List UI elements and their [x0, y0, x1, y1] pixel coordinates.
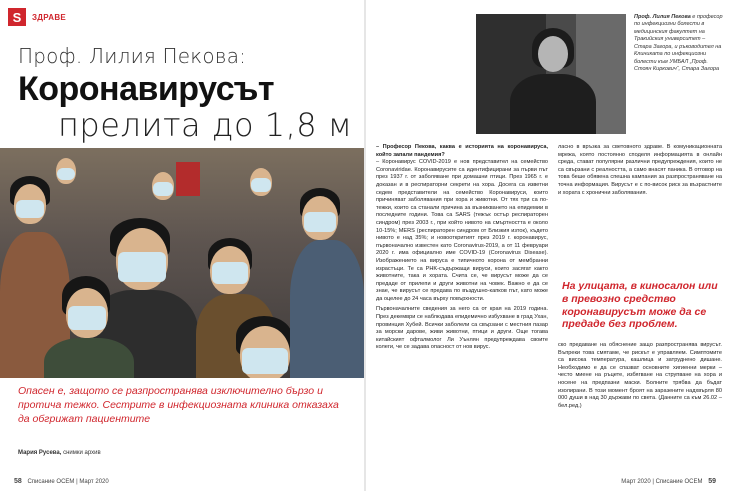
left-page — [0, 0, 364, 491]
portrait-photo — [476, 14, 626, 134]
folio-left: 58 Списание ОСЕМ | Март 2020 — [14, 478, 109, 485]
pull-quote: Опасен е, защото се разпространява изключително бързо и протича тежко. Сестрите в инфекциозната клиника отказаха да обгрижат пациентите — [18, 385, 339, 425]
article-column-2 — [558, 144, 722, 197]
photo-credit: снимки архив — [63, 450, 101, 456]
caption-text: е професор по инфекциозни болести в медицинския факултет на Тракийския университет – Стара Загора, и ръководител на Клиниката по инфекциозни болести към УМБАЛ „Проф. Стоян Киркович“, Стара Загора — [634, 14, 723, 72]
article-column-2b — [558, 342, 722, 410]
magazine-name-right: Списание ОСЕМ — [655, 479, 703, 485]
folio-right: Март 2020 | Списание ОСЕМ 59 — [621, 478, 716, 485]
article-paragraph-4: ско предаване на обяснение защо разпространява вирусът. Въпреки това смятаме, че рискът е управляем. Симптомите са висока температура, кашлица и затруднено дишане. Необходимо е да се спазват основните хигиенни мерки – често миене на ръцете, избягване на струпване на хора и носене на предпазни маски. Болните трябва да бъдат изолирани. В този момент броят на заразените надхвърля 80 000 души в над 30 държави по света. (Данните са към 26.02 – бел.ред.) — [558, 342, 722, 409]
section-tag — [8, 8, 66, 26]
article-paragraph-2: Първоначалните сведения за него са от края на 2019 година. През декември се наблюдава епидемично избухване в град Ухан, провинция Хубей. Всички заболели са свързани с местния пазар за морски дарове, живи животни, птици и други. Още тогава китайският офталмолог Ли Уънлян предупреждава своите колеги, че се задава опасност от нов вирус. — [376, 306, 548, 351]
page-number-left: 58 — [14, 478, 22, 485]
magazine-logo: S — [8, 8, 26, 26]
article-column-1 — [376, 144, 548, 352]
author-name: Мария Русева, — [18, 450, 62, 456]
author-credit — [18, 450, 101, 456]
headline-light: прелита до 1,8 м — [58, 106, 353, 144]
right-page — [366, 0, 730, 491]
page-number-right: 59 — [708, 478, 716, 485]
article-paragraph-1: – Коронавирус COVID-2019 е нов представител на семейство Coronaviridae. Коронавирусите са идентифицирани за първи път през 1937 г. от заболяване при домашни птици. През 1965 г. е доказан и в респираторни секрети на хора. Досега са изветни седем представители на семейство Коронавируси, които причиняват заболявания при хора и животни. От тях три са по-тежки, които са станали причина за възникването на епидемии в последните години. Това са SARS (тежък остър респираторен синдром) през 2003 г., при който нивото на смъртността е около 10-15%; MERS (респираторен синдром от Близкия изток), където нивото е над 35%; и новооткритият през 2019 г. коронавирус, първоначално известен като Coronavirus-2019, а от 11 февруари 2020 г. има официално име COVID-19 (Coronavirus Disease). Изображението на вируса е типичното корона от мембранни израстъци. Те са PHK-съдържащи вируси, които засягат както животните, така и хората. Счита се, че вирусът може да се предаде от прилепи и други животни на човек. Важно е да се знае, че вирусът се предава по въздушно-капков път, като може да оцелее до 24 часа върху повърхности. — [376, 159, 548, 302]
section-label: ЗДРАВЕ — [32, 12, 67, 22]
photo-caption — [634, 14, 724, 73]
issue-left: Март 2020 — [79, 479, 109, 485]
side-quote: На улицата, в киносалон или в превозно средство коронавирусът може да се предаде без проблем. — [562, 280, 718, 331]
magazine-name-left: Списание ОСЕМ — [27, 479, 75, 485]
article-paragraph-3: ласно в връзка за световното здраве. В комуникационната мрежа, която постоянно споделя информацията в онлайн среда, стават популярни различни предупреждения, които не са свързани с реалността, а само внасят паника. В отговор на това беше обявена спешна кампания за разпространяване на точна информация. Вирусът е с по-висок риск за възрастните и хората с хронични заболявания. — [558, 144, 722, 196]
caption-name: Проф. Лилия Пекова — [634, 14, 691, 20]
interview-question: – Професор Пекова, каква е историята на коронавируса, който запали пандемия? — [376, 144, 548, 158]
headline-name: Проф. Лилия Пекова: — [18, 44, 247, 68]
headline-bold: Коронавирусът — [18, 70, 275, 108]
issue-right: Март 2020 — [621, 479, 651, 485]
crowd-photo — [0, 148, 364, 378]
